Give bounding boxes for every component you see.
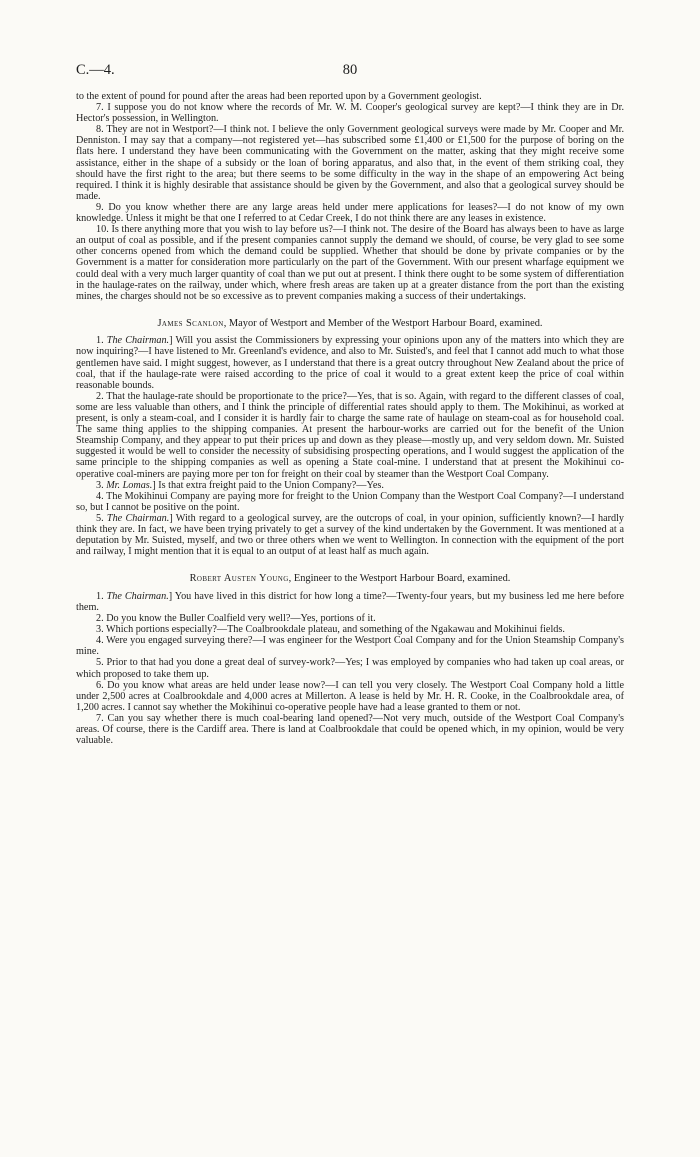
speaker: The Chairman. — [106, 590, 169, 602]
speaker: The Chairman. — [106, 335, 170, 347]
paragraph: to the extent of pound for pound after the areas had been reported upon by a Government geologist. — [76, 91, 482, 102]
paragraph: 9. Do you know whether there are any large areas held under mere applications for leases?—I do not know of my own knowledge. Unless it might be that one I referred to at Cedar Creek, I do not think there are any leases in existence. — [76, 201, 624, 225]
paragraph: 7. Can you say whether there is much coal-bearing land opened?—Not very much, outside of the Westport Coal Company's areas. Of course, there is the Cardiff area. There is land at Coalbrookdale that could be opened which, in my opinion, would be very valuable. — [76, 712, 624, 747]
paragraph: 6. Do you know what areas are held under lease now?—I can tell you very closely. The Westport Coal Company hold a little under 2,500 acres at Coalbrookdale and 4,000 acres at Millerton. A lease is held by Mr. H. R. Cooke, in the Coalbrookdale area, of 1,200 acres. I cannot say whether the Mokihinui co-operative people have had a lease granted to them or not. — [76, 679, 624, 713]
paragraph: 1. The Chairman.] Will you assist the Commissioners by expressing your opinions upon any of the matters into which they are now inquiring?—I have listened to Mr. Greenland's evidence, and also to Mr. Suisted's, and feel that I cannot add much to what those gentlemen have said. I might suggest, however, as I understand that there is a great outcry throughout New Zealand about the price of coal, that if the haulage-rate were raised according to the price of coal it would to a great extent keep the price of coal within reasonable bounds. — [76, 335, 625, 391]
paragraph: 3. Which portions especially?—The Coalbrookdale plateau, and something of the Ngakawau and Mokihinui fields. — [96, 624, 565, 636]
paragraph: 7. I suppose you do not know where the records of Mr. W. M. Cooper's geological survey are kept?—I think they are in Dr. Hector's possession, in Wellington. — [76, 102, 624, 125]
speaker: Mr. Lomas. — [106, 479, 153, 491]
paragraph: 8. They are not in Westport?—I think not. I believe the only Government geological surveys were made by Mr. Cooper and Mr. Denniston. I may say that a company—not registered yet—has subscribed some £1,400 or £1,500 for the purpose of boring on the flats here. I understand they have been communicating with the Government on the matter, asking that they might receive some assistance, either in the shape of a subsidy or the loan of boring apparatus, and also that, in the event of them striking coal, they should have the first right to the area; but there seems to be some difficulty in the way in the shape of an empowering Act being required. I think it is highly desirable that assistance should be given by the Government, and also that a geological survey should be made. — [76, 124, 624, 202]
page-number: 80 — [342, 62, 358, 78]
paragraph: 4. Were you engaged surveying there?—I was engineer for the Westport Coal Company and for the Union Steamship Company's mine. — [76, 635, 624, 658]
paragraph: 4. The Mokihinui Company are paying more for freight to the Union Company than the Westport Coal Company?—I understand so, but I cannot be positive on the point. — [76, 490, 624, 513]
paragraph: 3. Mr. Lomas.] Is that extra freight paid to the Union Company?—Yes. — [96, 479, 384, 491]
paragraph: 5. The Chairman.] With regard to a geological survey, are the outcrops of coal, in your opinion, sufficiently known?—I hardly think they are. In fact, we have been trying privately to get a survey of the kind undertaken by the Government. It was mentioned at a deputation by Mr. Suisted, myself, and two or three others when we went to Wellington. In connection with the equipment of the port and railway, I might mention that it is equal to an output of at least half as much again. — [76, 512, 625, 558]
paragraph: 10. Is there anything more that you wish to lay before us?—I think not. The desire of the Board has always been to have as large an output of coal as possible, and if the present companies cannot supply the demand we should, of course, be very glad to see some other concerns opened from which the demand could be supplied. Whether that should be done by private companies or by the Government is a matter for consideration more particularly on the part of the Government. With our present wharfage equipment we could deal with a very much larger quantity of coal than we put out at present. I think there ought to be some system of differentiation in the haulage-rates on the railway, under which, where fresh areas are taken up at a greater distance from the port than the existing mines, the charges should not be so excessive as to prevent companies making a success of their undertakings. — [76, 224, 624, 302]
witness-heading — [76, 573, 624, 585]
witness-description: , Mayor of Westport and Member of the Westport Harbour Board, examined. — [223, 317, 543, 329]
document-body — [76, 91, 624, 746]
paragraph: 1. The Chairman.] You have lived in this district for how long a time?—Twenty-four years, but my business led me here before them. — [76, 590, 625, 613]
document-reference: C.—4. — [76, 62, 115, 78]
paragraph: 2. Do you know the Buller Coalfield very well?—Yes, portions of it. — [96, 613, 376, 625]
paragraph: 5. Prior to that had you done a great deal of survey-work?—Yes; I was employed by companies who had taken up coal areas, or which proposed to take them up. — [76, 657, 624, 680]
witness-heading — [76, 318, 624, 330]
speaker: The Chairman. — [106, 512, 170, 524]
paragraph: 2. That the haulage-rate should be proportionate to the price?—Yes, that is so. Again, with regard to the different classes of coal, some are less valuable than others, and I think the principle of differential rates should apply to them. The Mokihinui, as worked at present, is only a steam-coal, and I consider it is hardly fair to charge the same rate of haulage on steam-coal as for household coal. The same thing applies to the shipping companies. At present the harbour-works are carried out for the benefit of the Union Steamship Company, and they appear to put their prices up and down as they please—mostly up, and very seldom down. Mr. Suisted suggested it would be well to consider the necessity of subsidising prospecting operations, and I would suggest the application of the same principle to the shipping companies as well as opening a State coal-mine. I understand that at present the Mokihinui co-operative coal-miners are paying more per ton for freight on their coal by steamer than the Westport Coal Company. — [76, 390, 624, 480]
page-header — [76, 62, 624, 82]
witness-name: Robert Austen Young — [189, 573, 289, 585]
witness-name: James Scanlon — [157, 317, 224, 329]
witness-description: , Engineer to the Westport Harbour Board, examined. — [288, 573, 511, 585]
